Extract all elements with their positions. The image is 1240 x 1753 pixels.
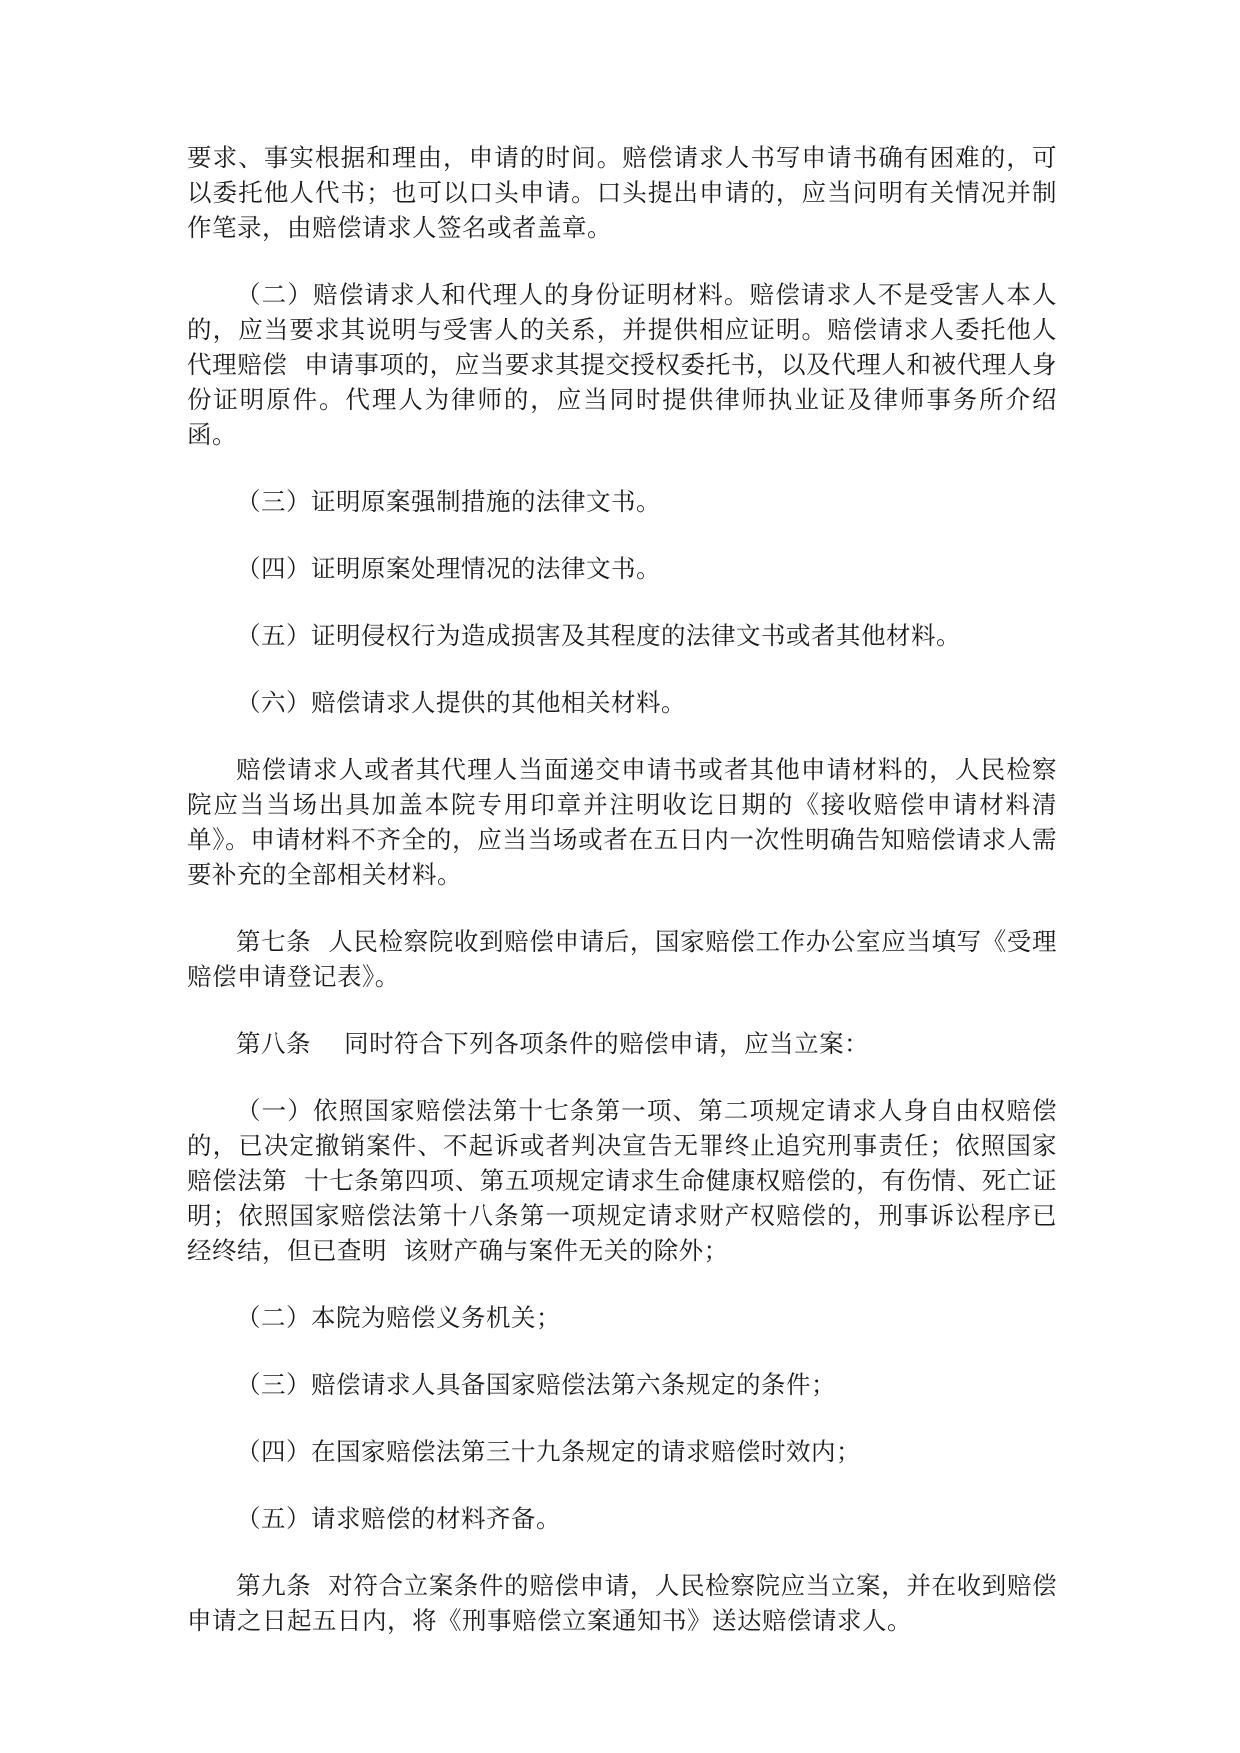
paragraph-article-7: 第七条 人民检察院收到赔偿申请后，国家赔偿工作办公室应当填写《受理赔偿申请登记表》。 bbox=[187, 927, 1057, 991]
paragraph-material-receipt: 赔偿请求人或者其代理人当面递交申请书或者其他申请材料的，人民检察院应当当场出具加盖本院专用印章并注明收讫日期的《接收赔偿申请材料清单》。申请材料不齐全的，应当当场或者在五日内一次性明确告知赔偿请求人需要补充的全部相关材料。 bbox=[187, 755, 1057, 889]
paragraph-item-6-other-materials: （六）赔偿请求人提供的其他相关材料。 bbox=[236, 688, 686, 717]
paragraph-item-5-damage-evidence: （五）证明侵权行为造成损害及其程度的法律文书或者其他材料。 bbox=[236, 621, 961, 650]
paragraph-article-8: 第八条 同时符合下列各项条件的赔偿申请，应当立案： bbox=[236, 1029, 870, 1058]
paragraph-article-8-item-2: （二）本院为赔偿义务机关； bbox=[236, 1303, 561, 1332]
paragraph-article-9: 第九条 对符合立案条件的赔偿申请，人民检察院应当立案，并在收到赔偿申请之日起五日内，将《刑事赔偿立案通知书》送达赔偿请求人。 bbox=[187, 1571, 1057, 1635]
paragraph-item-2-identity-materials: （二）赔偿请求人和代理人的身份证明材料。赔偿请求人不是受害人本人的，应当要求其说明与受害人的关系，并提供相应证明。赔偿请求人委托他人代理赔偿 申请事项的，应当要求其提交授权委托书，以及代理人和被代理人身份证明原件。代理人为律师的，应当同时提供律师执业证及律师事务所介绍函。 bbox=[187, 280, 1057, 449]
paragraph-application-requirements: 要求、事实根据和理由，申请的时间。赔偿请求人书写申请书确有困难的，可以委托他人代书；也可以口头申请。口头提出申请的，应当问明有关情况并制作笔录，由赔偿请求人签名或者盖章。 bbox=[187, 143, 1057, 242]
paragraph-article-8-item-5: （五）请求赔偿的材料齐备。 bbox=[236, 1504, 561, 1533]
paragraph-article-8-item-4: （四）在国家赔偿法第三十九条规定的请求赔偿时效内； bbox=[236, 1437, 861, 1466]
document-body bbox=[187, 140, 1057, 1670]
paragraph-article-8-item-1: （一）依照国家赔偿法第十七条第一项、第二项规定请求人身自由权赔偿的，已决定撤销案件、不起诉或者判决宣告无罪终止追究刑事责任；依照国家赔偿法第 十七条第四项、第五项规定请求生命健康权赔偿的，有伤情、死亡证明；依照国家赔偿法第十八条第一项规定请求财产权赔偿的，刑事诉讼程序已经终结，但已查明 该财产确与案件无关的除外； bbox=[187, 1096, 1057, 1265]
paragraph-item-3-coercive-measures: （三）证明原案强制措施的法律文书。 bbox=[236, 487, 661, 516]
paragraph-item-4-case-handling: （四）证明原案处理情况的法律文书。 bbox=[236, 554, 661, 583]
paragraph-article-8-item-3: （三）赔偿请求人具备国家赔偿法第六条规定的条件； bbox=[236, 1370, 836, 1399]
